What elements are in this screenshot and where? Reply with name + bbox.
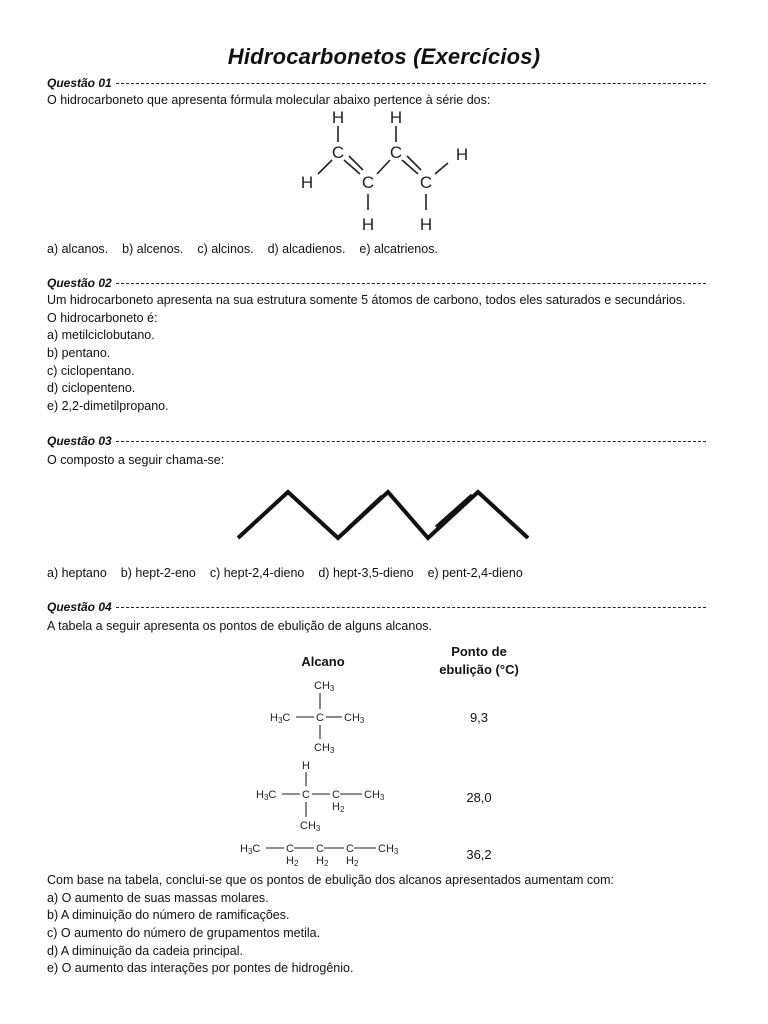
alkane-methylbutane: [256, 760, 385, 833]
atom-h: H: [455, 145, 469, 164]
option[interactable]: d) ciclopenteno.: [47, 381, 136, 396]
question-01-options: [47, 241, 452, 259]
atom-h: H: [361, 215, 375, 234]
option[interactable]: d) A diminuição da cadeia principal.: [47, 943, 243, 958]
atom-h: H: [331, 108, 345, 127]
svg-text:CH3: CH3: [378, 843, 399, 856]
question-04-header: [47, 600, 721, 616]
option[interactable]: e) O aumento das interações por pontes de hidrogênio.: [47, 961, 354, 976]
svg-text:H3C: H3C: [240, 843, 261, 856]
option[interactable]: a) heptano: [47, 566, 107, 580]
option[interactable]: c) O aumento do número de grupamentos metila.: [47, 926, 321, 941]
alkane-pentane: [240, 843, 399, 868]
svg-text:C: C: [332, 789, 340, 801]
svg-text:H2: H2: [346, 855, 359, 868]
question-04-label: Questão 04: [47, 600, 112, 614]
question-03-statement: O composto a seguir chama-se:: [47, 453, 225, 467]
dashed-rule: [116, 607, 706, 609]
svg-text:CH3: CH3: [344, 712, 365, 725]
question-03-options: [47, 565, 537, 583]
svg-text:C: C: [302, 789, 310, 801]
svg-text:H2: H2: [316, 855, 329, 868]
atom-c: C: [419, 173, 433, 192]
atom-h: H: [300, 173, 314, 192]
table-header-ponto: Ponto de: [451, 644, 507, 659]
butadiene-structure: [290, 108, 480, 236]
option[interactable]: b) pentano.: [47, 346, 111, 361]
table-header-alcano: Alcano: [301, 654, 345, 669]
svg-text:H2: H2: [286, 855, 299, 868]
option[interactable]: d) hept-3,5-dieno: [318, 566, 414, 580]
option[interactable]: d) alcadienos.: [267, 242, 346, 256]
svg-text:H2: H2: [332, 801, 345, 814]
option[interactable]: a) alcanos.: [47, 242, 109, 256]
svg-text:CH3: CH3: [314, 742, 335, 755]
question-04-statement: A tabela a seguir apresenta os pontos de ebulição de alguns alcanos.: [47, 619, 432, 633]
question-02-statement: Um hidrocarboneto apresenta na sua estrutura somente 5 átomos de carbono, todos eles saturados e secundários.: [47, 293, 686, 307]
dashed-rule: [116, 283, 706, 285]
atom-c: C: [361, 173, 375, 192]
question-02-label: Questão 02: [47, 276, 112, 290]
question-01-label: Questão 01: [47, 76, 112, 90]
option[interactable]: a) metilciclobutano.: [47, 328, 155, 343]
svg-text:C: C: [316, 843, 324, 855]
table-value: 9,3: [469, 710, 489, 725]
atom-h: H: [419, 215, 433, 234]
dashed-rule: [116, 83, 706, 85]
svg-text:C: C: [316, 712, 324, 724]
option[interactable]: a) O aumento de suas massas molares.: [47, 890, 269, 905]
boiling-point-table: [230, 640, 540, 868]
svg-text:H3C: H3C: [270, 712, 291, 725]
atom-c: C: [389, 143, 403, 162]
svg-text:CH3: CH3: [364, 789, 385, 802]
question-03-label: Questão 03: [47, 434, 112, 448]
question-03-header: [47, 434, 721, 450]
svg-text:C: C: [286, 843, 294, 855]
atom-c: C: [331, 143, 345, 162]
table-value: 28,0: [466, 790, 492, 805]
question-01-header: [47, 76, 721, 92]
option[interactable]: c) hept-2,4-dieno: [209, 566, 305, 580]
table-header-ebulicao: ebulição (°C): [439, 662, 519, 677]
option[interactable]: c) alcinos.: [197, 242, 254, 256]
option[interactable]: b) alcenos.: [122, 242, 184, 256]
svg-text:H: H: [302, 760, 310, 772]
dashed-rule: [116, 441, 706, 443]
question-02-body: [47, 292, 686, 416]
page-title: Hidrocarbonetos (Exercícios): [227, 44, 541, 69]
svg-text:C: C: [346, 843, 354, 855]
alkane-neopentane: [270, 680, 365, 755]
option[interactable]: e) pent-2,4-dieno: [427, 566, 523, 580]
svg-text:CH3: CH3: [314, 680, 335, 693]
question-04-body: [47, 872, 614, 978]
option[interactable]: b) A diminuição do número de ramificações.: [47, 908, 290, 923]
option[interactable]: b) hept-2-eno: [120, 566, 196, 580]
question-02-header: [47, 276, 721, 292]
svg-text:H3C: H3C: [256, 789, 277, 802]
option[interactable]: e) alcatrienos.: [359, 242, 438, 256]
question-02-prompt: O hidrocarboneto é:: [47, 310, 158, 325]
svg-text:CH3: CH3: [300, 820, 321, 833]
option[interactable]: e) 2,2-dimetilpropano.: [47, 399, 169, 414]
atom-h: H: [389, 108, 403, 127]
question-04-conclusion: Com base na tabela, conclui-se que os pontos de ebulição dos alcanos apresentados aumentam com:: [47, 873, 615, 887]
option[interactable]: c) ciclopentano.: [47, 363, 135, 378]
skeletal-formula: [230, 484, 540, 544]
table-value: 36,2: [466, 847, 492, 862]
question-01-statement: O hidrocarboneto que apresenta fórmula molecular abaixo pertence à série dos:: [47, 93, 491, 107]
